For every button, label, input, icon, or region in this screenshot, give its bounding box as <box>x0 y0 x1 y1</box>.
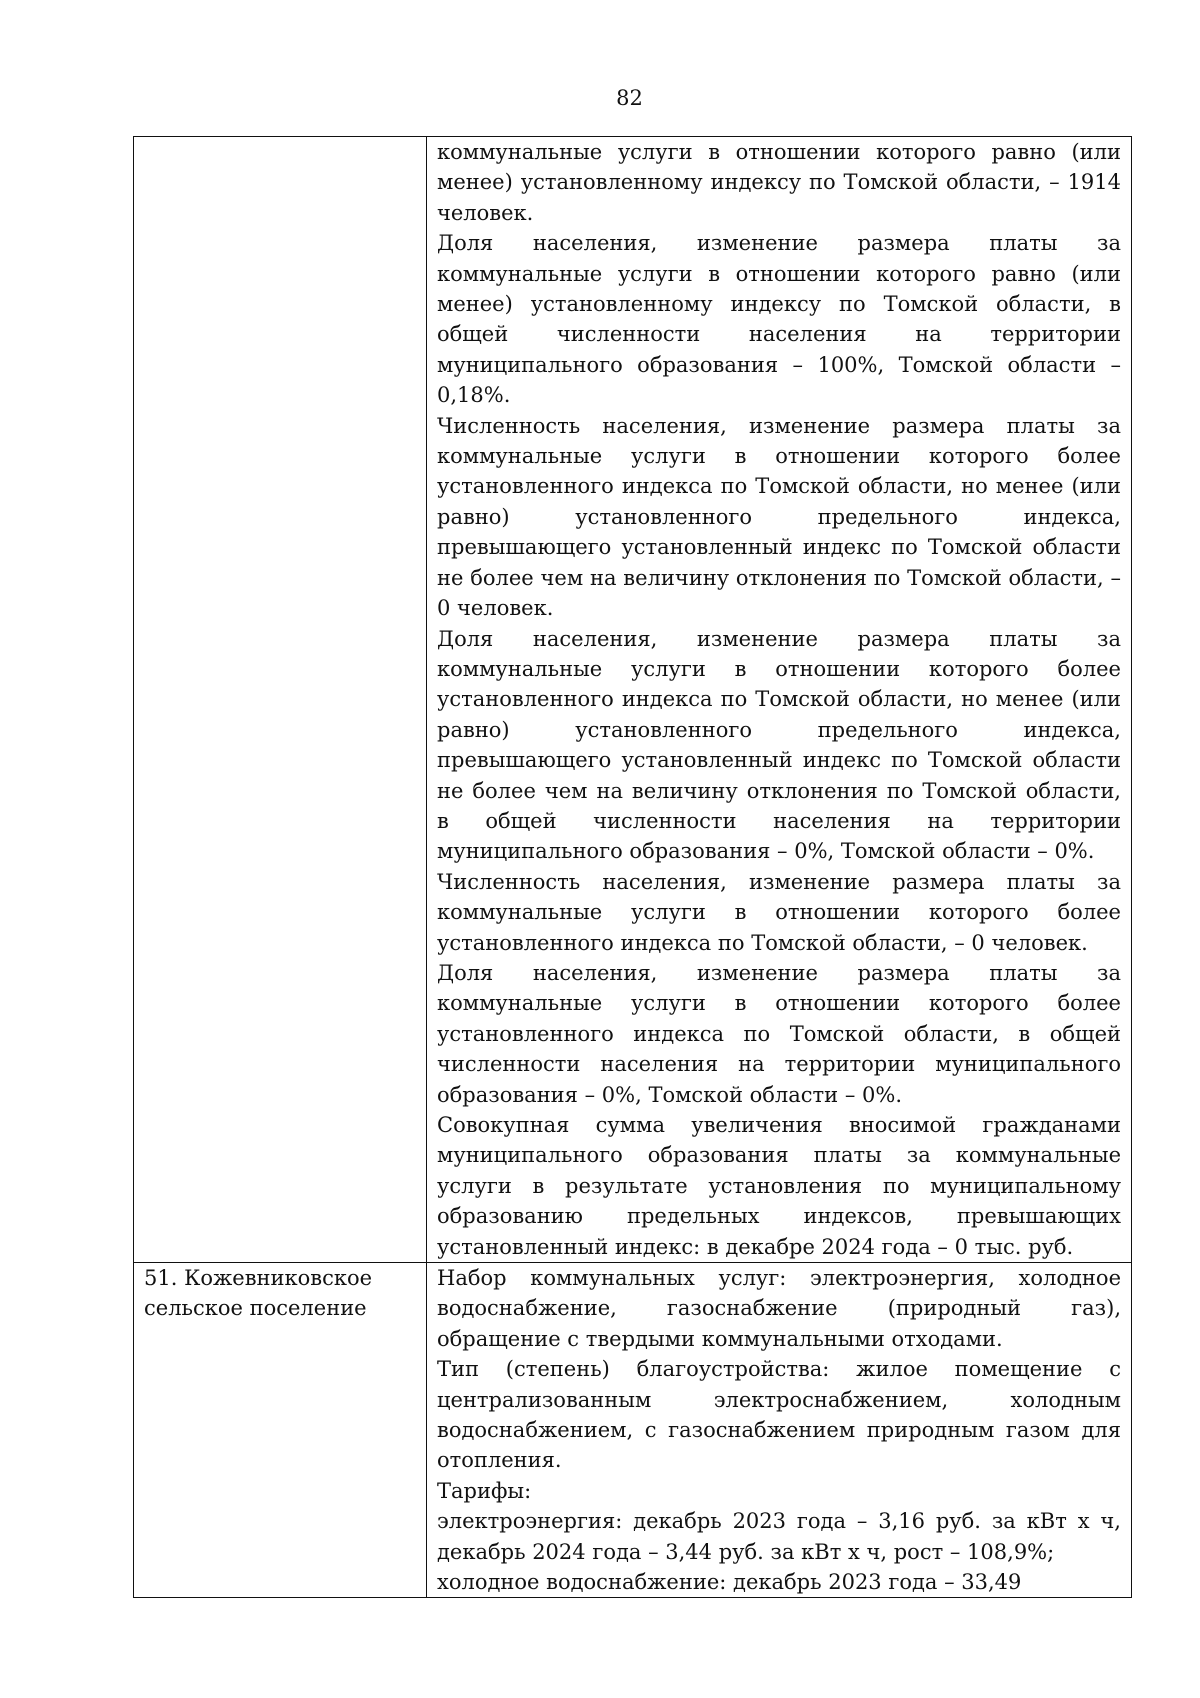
municipality-label: 51. Кожевниковское сельское поселение <box>144 1266 373 1321</box>
page-number: 82 <box>616 86 643 110</box>
description-paragraph: коммунальные услуги в отношении которого равно (или менее) установленному индексу по Томской области, – 1914 человек. <box>437 140 1121 225</box>
description-paragraph: Набор коммунальных услуг: электроэнергия, холодное водоснабжение, газоснабжение (природный газ), обращение с твердыми коммунальными отходами. <box>437 1266 1121 1351</box>
description-paragraph: Численность населения, изменение размера платы за коммунальные услуги в отношении которого более установленного индекса по Томской области, но менее (или равно) установленного предельного индекса, превышающего установленный индекс по Томской области не более чем на величину отклонения по Томской области, – 0 человек. <box>437 413 1121 621</box>
description-paragraph: Доля населения, изменение размера платы за коммунальные услуги в отношении которого более установленного индекса по Томской области, но менее (или равно) установленного предельного индекса, превышающего установленный индекс по Томской области не более чем на величину отклонения по Томской области, в общей численности населения на территории муниципального образования – 0%, Томской области – 0%. <box>437 626 1121 864</box>
description-paragraph: Численность населения, изменение размера платы за коммунальные услуги в отношении которого более установленного индекса по Томской области, – 0 человек. <box>437 869 1121 955</box>
municipal-index-table <box>133 136 1132 1598</box>
description-paragraph: Совокупная сумма увеличения вносимой гражданами муниципального образования платы за коммунальные услуги в результате установления по муниципальному образованию предельных индексов, превышающих установленный индекс: в декабре 2024 года – 0 тыс. руб. <box>437 1113 1121 1259</box>
description-paragraph: электроэнергия: декабрь 2023 года – 3,16 руб. за кВт х ч, декабрь 2024 года – 3,44 руб. за кВт х ч, рост – 108,9%; <box>437 1509 1121 1564</box>
description-paragraph: Тип (степень) благоустройства: жилое помещение с централизованным электроснабжением, холодным водоснабжением, с газоснабжением природным газом для отопления. <box>437 1357 1121 1473</box>
description-paragraph: Тарифы: <box>437 1478 532 1503</box>
description-paragraph: холодное водоснабжение: декабрь 2023 года – 33,49 <box>437 1570 1022 1595</box>
table-row <box>134 1263 1132 1598</box>
description-continued <box>437 1263 1121 1597</box>
description-cell <box>427 1263 1132 1598</box>
municipality-cell <box>134 137 427 1263</box>
municipality-cell <box>134 1263 427 1598</box>
table-row <box>134 137 1132 1263</box>
description-cell <box>427 137 1132 1263</box>
description-paragraph: Доля населения, изменение размера платы за коммунальные услуги в отношении которого равно (или менее) установленному индексу по Томской области, в общей численности населения на территории муниципального образования – 100%, Томской области – 0,18%. <box>437 231 1121 408</box>
description-paragraph: Доля населения, изменение размера платы за коммунальные услуги в отношении которого более установленного индекса по Томской области, в общей численности населения на территории муниципального образования – 0%, Томской области – 0%. <box>437 960 1121 1107</box>
